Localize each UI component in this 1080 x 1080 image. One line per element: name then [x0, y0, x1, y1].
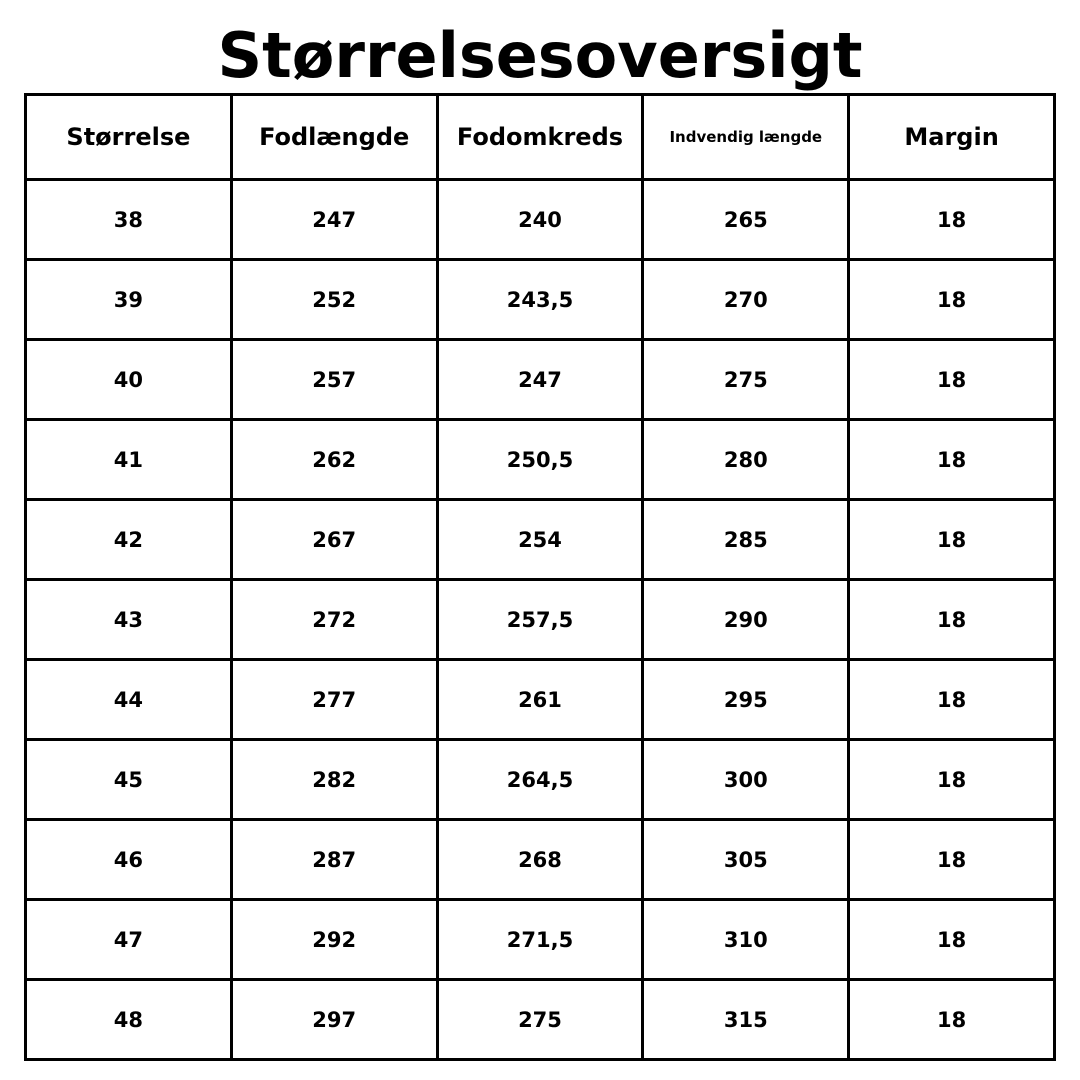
table-row — [26, 900, 1055, 980]
page-title: Størrelsesoversigt — [217, 19, 863, 92]
column-header-foot-length: Fodlængde — [231, 95, 437, 180]
column-header-margin: Margin — [849, 95, 1055, 180]
table-cell: 45 — [26, 740, 232, 820]
table-row — [26, 980, 1055, 1060]
size-chart-table — [24, 93, 1056, 1061]
table-cell: 285 — [643, 500, 849, 580]
table-cell: 272 — [231, 580, 437, 660]
table-cell: 39 — [26, 260, 232, 340]
table-cell: 275 — [643, 340, 849, 420]
table-cell: 277 — [231, 660, 437, 740]
table-cell: 315 — [643, 980, 849, 1060]
table-header — [26, 95, 1055, 180]
table-cell: 47 — [26, 900, 232, 980]
table-cell: 305 — [643, 820, 849, 900]
table-cell: 18 — [849, 980, 1055, 1060]
table-cell: 18 — [849, 180, 1055, 260]
table-cell: 40 — [26, 340, 232, 420]
table-row — [26, 660, 1055, 740]
table-cell: 46 — [26, 820, 232, 900]
table-row — [26, 180, 1055, 260]
table-cell: 18 — [849, 420, 1055, 500]
table-cell: 18 — [849, 900, 1055, 980]
table-cell: 42 — [26, 500, 232, 580]
table-row — [26, 580, 1055, 660]
column-header-foot-circumference: Fodomkreds — [437, 95, 643, 180]
table-cell: 252 — [231, 260, 437, 340]
table-cell: 267 — [231, 500, 437, 580]
column-header-inner-length: Indvendig længde — [643, 95, 849, 180]
table-cell: 297 — [231, 980, 437, 1060]
table-cell: 18 — [849, 660, 1055, 740]
table-cell: 287 — [231, 820, 437, 900]
table-row — [26, 420, 1055, 500]
column-header-size: Størrelse — [26, 95, 232, 180]
table-cell: 295 — [643, 660, 849, 740]
table-cell: 247 — [437, 340, 643, 420]
table-cell: 282 — [231, 740, 437, 820]
table-row — [26, 260, 1055, 340]
table-cell: 18 — [849, 820, 1055, 900]
table-cell: 44 — [26, 660, 232, 740]
table-row — [26, 340, 1055, 420]
table-cell: 300 — [643, 740, 849, 820]
table-body — [26, 180, 1055, 1060]
table-cell: 243,5 — [437, 260, 643, 340]
table-cell: 250,5 — [437, 420, 643, 500]
table-cell: 240 — [437, 180, 643, 260]
table-cell: 264,5 — [437, 740, 643, 820]
table-cell: 261 — [437, 660, 643, 740]
table-row — [26, 500, 1055, 580]
table-cell: 290 — [643, 580, 849, 660]
table-cell: 280 — [643, 420, 849, 500]
table-cell: 292 — [231, 900, 437, 980]
table-cell: 271,5 — [437, 900, 643, 980]
header-row — [26, 95, 1055, 180]
table-cell: 257 — [231, 340, 437, 420]
table-cell: 18 — [849, 260, 1055, 340]
table-cell: 43 — [26, 580, 232, 660]
table-cell: 18 — [849, 340, 1055, 420]
table-cell: 270 — [643, 260, 849, 340]
table-cell: 247 — [231, 180, 437, 260]
table-row — [26, 820, 1055, 900]
table-cell: 275 — [437, 980, 643, 1060]
table-cell: 262 — [231, 420, 437, 500]
table-cell: 310 — [643, 900, 849, 980]
table-cell: 18 — [849, 740, 1055, 820]
table-cell: 18 — [849, 580, 1055, 660]
table-cell: 268 — [437, 820, 643, 900]
table-cell: 254 — [437, 500, 643, 580]
table-cell: 38 — [26, 180, 232, 260]
table-row — [26, 740, 1055, 820]
table-cell: 257,5 — [437, 580, 643, 660]
table-cell: 48 — [26, 980, 232, 1060]
table-cell: 18 — [849, 500, 1055, 580]
table-cell: 41 — [26, 420, 232, 500]
table-cell: 265 — [643, 180, 849, 260]
